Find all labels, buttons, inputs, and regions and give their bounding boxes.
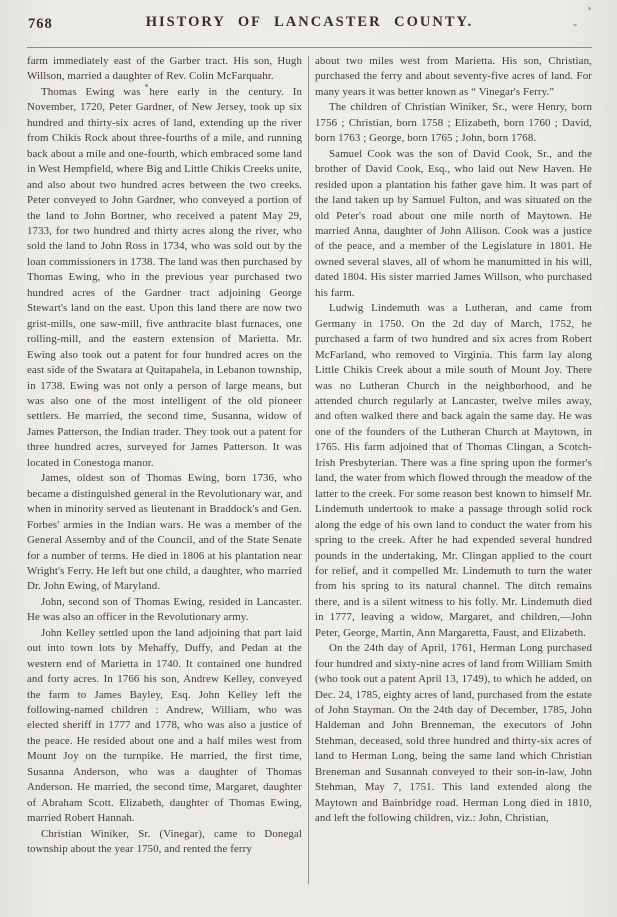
column-divider-rule <box>308 56 309 884</box>
paragraph: John Kelley settled upon the land adjoining that part laid out into town lots by Mehaffy, Duffy, and Pedan at the western end of Marietta in 1740. It contained one hundred and forty acres. In 1766 his son, Andrew Kelley, conveyed the farm to James Bayley, Esq. John Kelley left the following-named children : Andrew, William, who was elected sheriff in 1777 and 1778, who was also a justice of the peace. He resided about one and a half miles west from Mount Joy on the turnpike. He married, the first time, Susanna Anderson, who was a daughter of Thomas Anderson. He married, the second time, Margaret, daughter of Abraham Scott. Elizabeth, daughter of Thomas Ewing, married Robert Hannah. <box>27 626 302 825</box>
paragraph: The children of Christian Winiker, Sr., were Henry, born 1756 ; Christian, born 1758 ; Elizabeth, born 1760 ; David, born 1763 ; George, born 1765 ; John, born 1768. <box>315 101 592 145</box>
column-left <box>27 54 302 858</box>
scan-speck <box>588 7 591 10</box>
paragraph: On the 24th day of April, 1761, Herman Long purchased four hundred and sixty-nine acres of land from William Smith (who took out a patent April 13, 1749), to which he added, on Dec. 24, 1785, eighty acres of land, purchased from the estate of John Stayman. On the 24th day of December, 1785, John Haldeman and John Brenneman, the executors of John Stehman, deceased, sold three hundred and thirty-six acres of land to Herman Long, being the same land which Christian Breneman and Susannah conveyed to their son-in-law, John Stehman, May 7, 1751. This land extended along the Maytown and Bainbridge road. Herman Long died in 1810, and left the following children, viz.: John, Christian, <box>315 642 592 825</box>
paragraph: Christian Winiker, Sr. (Vinegar), came to Donegal township about the year 1750, and rented the ferry <box>27 827 302 856</box>
paragraph: farm immediately east of the Garber tract. His son, Hugh Willson, married a daughter of Rev. Colin McFarquahr. <box>27 55 302 83</box>
paragraph: Samuel Cook was the son of David Cook, Sr., and the brother of David Cook, Esq., who laid out New Haven. He resided upon a plantation his father gave him. It was part of the land taken up by Samuel Fulton, and was situated on the old Peter's road about one mile north of Maytown. He married Anna, daughter of John Allison. Cook was a justice of the peace, and a member of the Legislature in 1801. He owned several slaves, all of whom he manumitted in his will, dated 1804. His sister married James Willson, who purchased his farm. <box>315 147 592 299</box>
paragraph: about two miles west from Marietta. His son, Christian, purchased the ferry and about seventy-five acres of land. For many years it was better known as “ Vinegar's Ferry.” <box>315 55 592 98</box>
paragraph: Ludwig Lindemuth was a Lutheran, and came from Germany in 1750. On the 2d day of March, 1752, he purchased a farm of two hundred and six acres from Robert McFarland, who removed to Virginia. This farm lay along Little Chikis Creek about a mile south of Mount Joy. There was no Lutheran Church in the neighborhood, and he attended church regularly at Lancaster, twelve miles away, and often walked there and back again the same day. He was one of the founders of the Lutheran Church at Maytown, in 1765. His farm adjoined that of Thomas Clingan, a Scotch-Irish Presbyterian. There was a fine spring upon the former's land, the water from which flowed through the meadow of the latter to the creek. For some reason best known to himself Mr. Lindemuth undertook to make a passage through solid rock along the edge of his own land to conduct the water from his spring to the creek. After he had expended several hundred pounds in the undertaking, Mr. Clingan applied to the court for relief, and it compelled Mr. Lindemuth to turn the water from his spring to its natural channel. The ditch remains there, and is a silent witness to his folly. Mr. Lindemuth died in 1777, leaving a widow, Margaret, and children,—John Peter, George, Martin, Ann Margaretta, Faust, and Elizabeth. <box>315 302 592 639</box>
page-header <box>27 11 592 41</box>
scan-speck <box>573 24 577 26</box>
text-columns <box>27 54 592 888</box>
page-number: 768 <box>28 16 53 32</box>
paragraph: John, second son of Thomas Ewing, resided in Lancaster. He was also an officer in the Revolutionary army. <box>27 595 302 624</box>
header-rule <box>27 47 592 48</box>
header-title: HISTORY OF LANCASTER COUNTY. <box>145 14 474 30</box>
paragraph: Thomas Ewing was here early in the century. In November, 1720, Peter Gardner, of New Jersey, took up six hundred and thirty-six acres of land, extending up the river from Chikis Rock about three-fourths of a mile, and running back about a mile and one-fourth, which embraced some land in West Hempfield, where Big and Little Chikis Creeks unite, and also about two hundred acres between the two creeks. Peter conveyed to John Gardner, who conveyed a portion of the land to John Bortner, who received a patent May 29, 1733, for two hundred and thirty acres along the river, who sold the land to John Ross in 1734, who was sold out by the loan commissioners in 1738. The land was then purchased by Thomas Ewing, who in the previous year purchased two hundred acres of the Gardner tract adjoining George Stewart's land on the east. Upon this land there are now two grist-mills, one saw-mill, five anthracite blast furnaces, one rolling-mill, and the eastern extension of Marietta. Mr. Ewing also took out a patent for four hundred acres on the east side of the Swatara at Quitapahela, in Lebanon township, in 1738. Ewing was not only a person of large means, but was also one of the most intelligent of the old pioneer settlers. He married, the second time, Susanna, widow of James Patterson, the Indian trader. They took out a patent for three hundred acres, surveyed for James Patterson. It was located in Conestoga manor. <box>27 85 302 469</box>
column-right <box>315 54 592 827</box>
paragraph: James, oldest son of Thomas Ewing, born 1736, who became a distinguished general in the Revolutionary war, and when in minority served as lieutenant in Braddock's and Gen. Forbes' armies in the Indian wars. He was a member of the General Assemby and of the Council, and of the State Senate for a number of terms. He died in 1806 at his plantation near Wright's Ferry. He left but one child, a daughter, who married Dr. John Ewing, of Maryland. <box>27 472 302 593</box>
